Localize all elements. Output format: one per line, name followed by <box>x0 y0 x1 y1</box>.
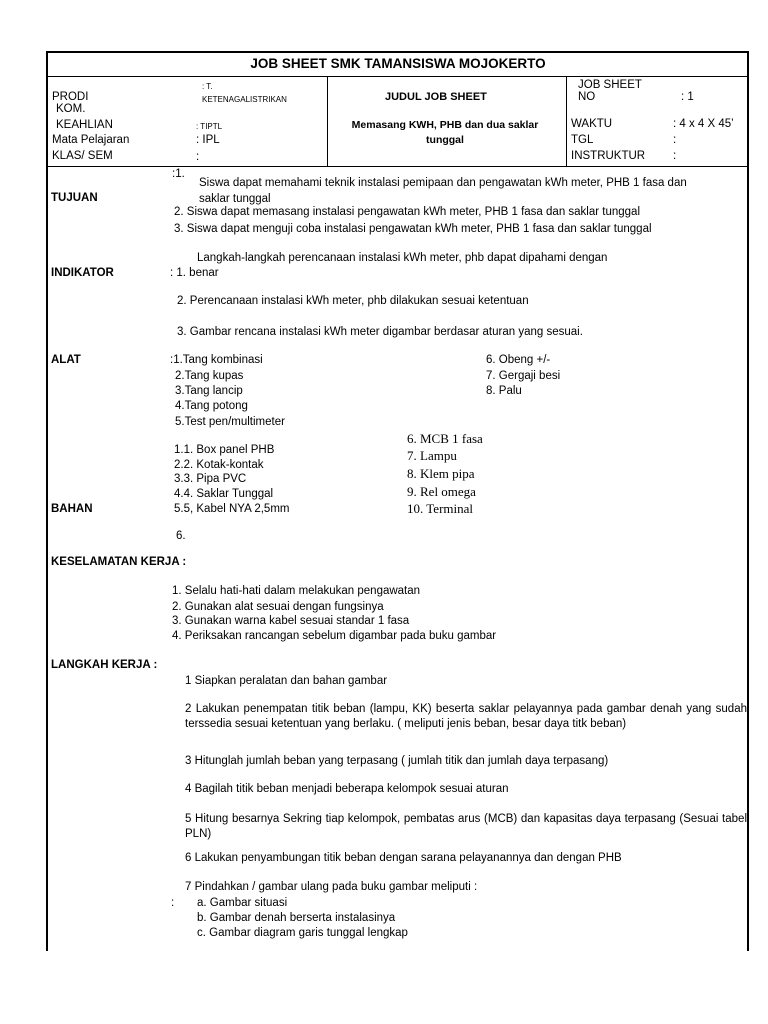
indikator-intro: Langkah-langkah perencanaan instalasi kWh meter, phb dapat dipahami dengan <box>197 252 608 264</box>
bahan-left-item: 3.3. Pipa PVC <box>174 473 247 485</box>
tujuan-item2: 2. Siswa dapat memasang instalasi pengawatan kWh meter, PHB 1 fasa dan saklar tunggal <box>174 206 641 218</box>
alat-right-item: 8. Palu <box>486 385 522 397</box>
border-right <box>747 51 749 951</box>
kom-label: KOM. <box>56 103 86 115</box>
tujuan-item1-line2: saklar tunggal <box>199 193 271 205</box>
alat-label: ALAT <box>51 354 81 366</box>
langkah-step-3: 3 Hitunglah jumlah beban yang terpasang ( jumlah titik dan jumlah daya terpasang) <box>185 755 609 767</box>
keselamatan-item: 1. Selalu hati-hati dalam melakukan pengawatan <box>172 585 421 597</box>
jobsheet-label: JOB SHEET <box>578 79 642 91</box>
judul-line1: Memasang KWH, PHB dan dua saklar <box>351 119 539 131</box>
keselamatan-item: 4. Periksakan rancangan sebelum digambar pada buku gambar <box>172 630 497 642</box>
langkah-sub-item: a. Gambar situasi <box>197 897 288 909</box>
border-left <box>46 51 48 951</box>
langkah-sub-item: c. Gambar diagram garis tunggal lengkap <box>197 927 408 939</box>
bahan-left-item: 6. <box>176 530 186 542</box>
alat-right-item: 6. Obeng +/- <box>486 354 551 366</box>
langkah-step-2: 2 Lakukan penempatan titik beban (lampu, KK) beserta saklar pelayannya pada gambar denah yang sudah terssedia sesuai ketentuan yang berlaku. ( meliputi jenis beban, besar daya titk beban) <box>185 703 747 730</box>
bahan-right-item: 6. MCB 1 fasa <box>407 431 483 446</box>
langkah-sub-item: b. Gambar denah berserta instalasinya <box>197 912 396 924</box>
langkah-step-5: 5 Hitung besarnya Sekring tiap kelompok, pembatas arus (MCB) dan kapasitas daya terpasang (Sesuai tabel PLN) <box>185 813 747 840</box>
waktu-label: WAKTU <box>571 118 613 130</box>
bahan-left-item: 5.5, Kabel NYA 2,5mm <box>174 503 290 515</box>
no-value: : 1 <box>681 91 694 103</box>
bahan-left-item: 2.2. Kotak-kontak <box>174 459 264 471</box>
tujuan-label: TUJUAN <box>51 192 98 204</box>
alat-left-item: 4.Tang potong <box>175 400 248 412</box>
bahan-right-item: 10. Terminal <box>407 501 474 516</box>
alat-left-item: :1.Tang kombinasi <box>170 354 263 366</box>
instruktur-label: INSTRUKTUR <box>571 150 646 162</box>
no-label: NO <box>578 91 596 103</box>
keahlian-value: : TIPTL <box>196 122 223 131</box>
bahan-label: BAHAN <box>51 503 93 515</box>
keselamatan-item: 2. Gunakan alat sesuai dengan fungsinya <box>172 601 384 613</box>
klas-label: KLAS/ SEM <box>52 150 113 162</box>
bahan-right-item: 9. Rel omega <box>407 484 476 499</box>
langkah-step-6: 6 Lakukan penyambungan titik beban dengan sarana pelayanannya dan dengan PHB <box>185 852 622 864</box>
instruktur-value: : <box>673 150 677 162</box>
langkah-colon: : <box>171 897 175 909</box>
langkah-step-4: 4 Bagilah titik beban menjadi beberapa kelompok sesuai aturan <box>185 783 509 795</box>
langkah-label: LANGKAH KERJA : <box>51 659 158 671</box>
alat-right-item: 7. Gergaji besi <box>486 370 561 382</box>
indikator-label: INDIKATOR <box>51 267 114 279</box>
header-divider-2 <box>566 76 567 166</box>
alat-left-item: 5.Test pen/multimeter <box>175 416 285 428</box>
alat-left-item: 2.Tang kupas <box>175 370 244 382</box>
keselamatan-item: 3. Gunakan warna kabel sesuai standar 1 fasa <box>172 615 410 627</box>
tujuan-prefix: :1. <box>172 168 185 180</box>
indikator-item3: 3. Gambar rencana instalasi kWh meter digambar berdasar aturan yang sesuai. <box>177 326 583 338</box>
indikator-item2: 2. Perencanaan instalasi kWh meter, phb dilakukan sesuai ketentuan <box>177 295 529 307</box>
judul-line2: tunggal <box>426 134 464 146</box>
tgl-value: : <box>673 134 677 146</box>
bahan-left-item: 4.4. Saklar Tunggal <box>174 488 274 500</box>
mapel-label: Mata Pelajaran <box>52 134 130 146</box>
bahan-right-item: 8. Klem pipa <box>407 466 475 481</box>
title-divider <box>46 76 749 77</box>
bahan-right-item: 7. Lampu <box>407 448 457 463</box>
langkah-step-7: 7 Pindahkan / gambar ulang pada buku gambar meliputi : <box>185 881 478 893</box>
page-title: JOB SHEET SMK TAMANSISWA MOJOKERTO <box>250 56 546 71</box>
judul-heading: JUDUL JOB SHEET <box>385 91 487 103</box>
indikator-item1: : 1. benar <box>170 267 219 279</box>
waktu-value: : 4 x 4 X 45’ <box>673 118 734 130</box>
prodi-value-line1: : T. <box>202 82 213 91</box>
alat-left-item: 3.Tang lancip <box>175 385 243 397</box>
prodi-label: PRODI <box>52 91 89 103</box>
tujuan-item1-line1: Siswa dapat memahami teknik instalasi pemipaan dan pengawatan kWh meter, PHB 1 fasa dan <box>199 177 687 189</box>
tujuan-item3: 3. Siswa dapat menguji coba instalasi pengawatan kWh meter, PHB 1 fasa dan saklar tunggal <box>174 223 652 235</box>
keahlian-label: KEAHLIAN <box>56 119 113 131</box>
tgl-label: TGL <box>571 134 594 146</box>
bahan-left-item: 1.1. Box panel PHB <box>174 444 275 456</box>
border-top <box>46 51 749 53</box>
mapel-value: : IPL <box>196 134 220 146</box>
langkah-step-1: 1 Siapkan peralatan dan bahan gambar <box>185 675 388 687</box>
prodi-value-line2: KETENAGALISTRIKAN <box>202 95 287 104</box>
header-bottom-divider <box>46 166 749 167</box>
header-divider-1 <box>327 76 328 166</box>
keselamatan-label: KESELAMATAN KERJA : <box>51 556 187 568</box>
klas-value: : <box>196 151 200 163</box>
